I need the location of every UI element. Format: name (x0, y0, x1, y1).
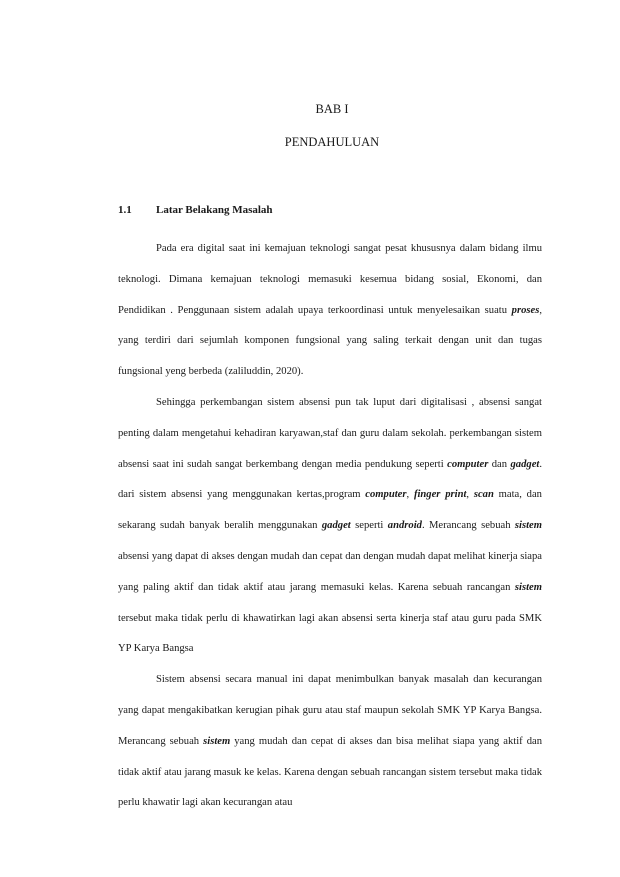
section-heading (118, 204, 273, 216)
paragraph-1 (118, 234, 542, 388)
text-run: dan (488, 458, 511, 470)
text-run: tersebut maka tidak perlu di khawatirkan lagi akan absensi serta kinerja staf atau guru pada SMK YP Karya Bangsa (118, 612, 542, 655)
text-run: . dari sistem absensi yang menggunakan kertas,program (118, 458, 542, 501)
text-run: Pada era digital saat ini kemajuan teknologi sangat pesat khususnya dalam bidang ilmu teknologi. Dimana kemajuan teknologi memasuki kesemua bidang sosial, Ekonomi, dan Pendidikan . Penggunaan sistem adalah upaya terkoordinasi untuk menyelesaikan suatu (118, 243, 542, 316)
text-run: , (466, 489, 474, 501)
text-run: , yang terdiri dari sejumlah komponen fungsional yang saling terkait dengan unit dan tugas fungsional yeng berbeda (zaliluddin, 2020). (118, 304, 542, 378)
emphasized-term: proses (511, 304, 540, 316)
text-run: seperti (350, 520, 388, 532)
body-text (118, 234, 542, 819)
emphasized-term: computer (447, 458, 489, 470)
emphasized-term: gadget (321, 520, 351, 532)
emphasized-term: sistem (514, 581, 542, 593)
text-run: absensi yang dapat di akses dengan mudah dan cepat dan dengan mudah dapat melihat kinerja siapa yang paling aktif dan tidak aktif atau jarang memasuki kelas. Karena sebuah rancangan (118, 550, 542, 593)
paragraph-2 (118, 388, 542, 665)
paragraph-3 (118, 665, 542, 819)
text-run: Sehingga perkembangan sistem absensi pun tak luput dari digitalisasi , absensi sangat penting dalam mengetahui kehadiran karyawan,staf dan guru dalam sekolah. perkembangan sistem absensi saat ini sudah sangat berkembang dengan media pendukung seperti (118, 396, 542, 470)
section-number: 1.1 (118, 204, 132, 216)
text-run: yang mudah dan cepat di akses dan bisa melihat siapa yang aktif dan tidak aktif atau jarang masuk ke kelas. Karena dengan sebuah rancangan sistem tersebut maka tidak perlu khawatir lagi akan kecurangan atau (118, 735, 542, 809)
text-run: , (406, 489, 414, 501)
emphasized-term: sistem (514, 520, 542, 532)
text-run: . Merancang sebuah (421, 520, 515, 532)
emphasized-term: android (387, 520, 422, 532)
emphasized-term: sistem (203, 735, 231, 747)
chapter-number: BAB I (315, 102, 349, 116)
text-run: mata, dan sekarang sudah banyak beralih menggunakan (118, 489, 542, 532)
emphasized-term: computer (365, 489, 407, 501)
section-title: Latar Belakang Masalah (156, 204, 273, 216)
emphasized-term: finger print (413, 489, 467, 501)
text-run: Sistem absensi secara manual ini dapat menimbulkan banyak masalah dan kecurangan yang dapat mengakibatkan kerugian pihak guru atau staf maupun sekolah SMK YP Karya Bangsa. Merancang sebuah (118, 674, 542, 747)
emphasized-term: scan (473, 489, 494, 501)
chapter-title: PENDAHULUAN (284, 135, 380, 149)
emphasized-term: gadget (510, 458, 540, 470)
